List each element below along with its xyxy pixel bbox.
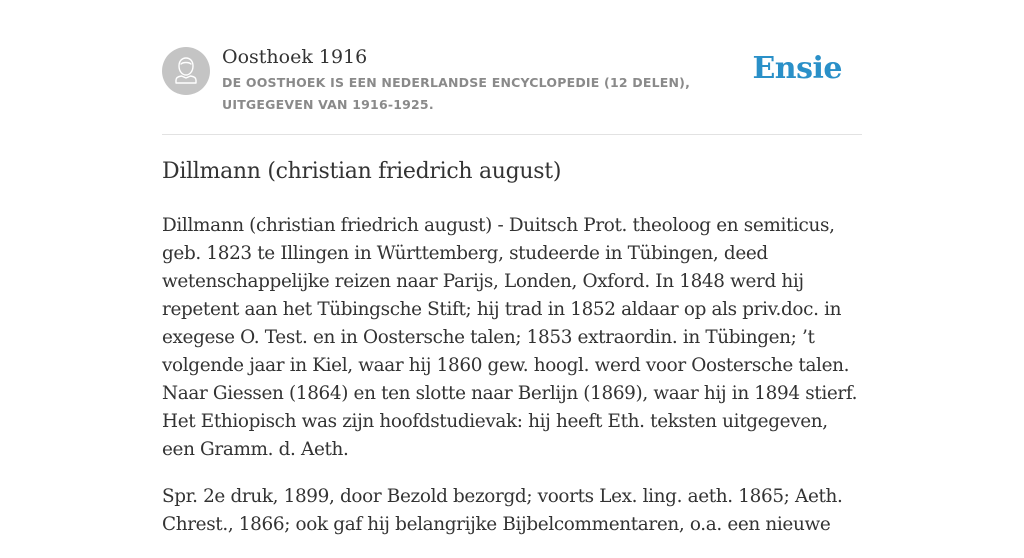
content-container	[162, 0, 862, 535]
user-avatar-icon[interactable]	[162, 47, 210, 95]
source-header	[162, 0, 862, 135]
entry-paragraph: Spr. 2e druk, 1899, door Bezold bezorgd; voorts Lex. ling. aeth. 1865; Aeth. Chrest., 1866; ook gaf hij belangrijke Bijbelcommentaren, o.a. een nieuwe	[162, 486, 843, 535]
person-outline-icon	[162, 47, 210, 95]
source-description: DE OOSTHOEK IS EEN NEDERLANDSE ENCYCLOPEDIE (12 DELEN), UITGEGEVEN VAN 1916-1925.	[222, 75, 691, 112]
entry-title: Dillmann (christian friedrich august)	[162, 159, 562, 184]
source-title[interactable]: Oosthoek 1916	[222, 46, 368, 68]
entry-paragraph: Dillmann (christian friedrich august) - Duitsch Prot. theoloog en semiticus, geb. 1823 te Illingen in Württemberg, studeerde in Tübingen, deed wetenschappelijke reizen naar Parijs, Londen, Oxford. In 1848 werd hij repetent aan het Tübingsche Stift; hij trad in 1852 aldaar op als priv.doc. in exegese O. Test. en in Oostersche talen; 1853 extraordin. in Tübingen; ’t volgende jaar in Kiel, waar hij 1860 gew. hoogl. werd voor Oostersche talen. Naar Giessen (1864) en ten slotte naar Berlijn (1869), waar hij in 1894 stierf. Het Ethiopisch was zijn hoofdstudievak: hij heeft Eth. teksten uitgegeven, een Gramm. d. Aeth.	[162, 215, 858, 460]
ensie-logo[interactable]: Ensie	[752, 51, 842, 86]
entry-body	[162, 212, 862, 558]
